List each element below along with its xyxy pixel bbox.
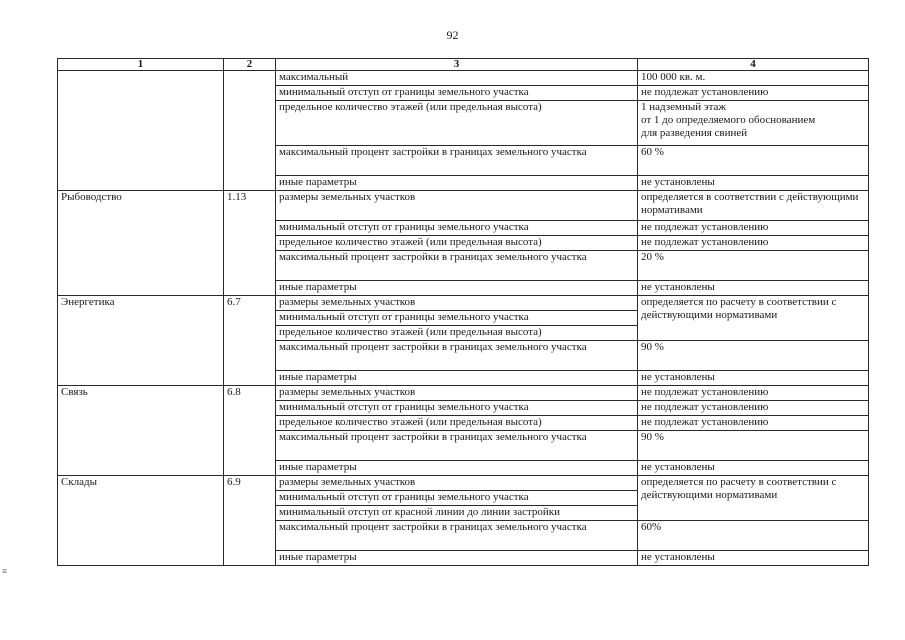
value-cell: не подлежат установлению [638, 401, 869, 416]
param-cell: минимальный отступ от красной линии до линии застройки [276, 506, 638, 521]
param-cell: максимальный процент застройки в границах земельного участка [276, 431, 638, 461]
activity-cell: Склады [58, 476, 224, 566]
param-cell: минимальный отступ от границы земельного участка [276, 491, 638, 506]
param-cell: предельное количество этажей (или предельная высота) [276, 236, 638, 251]
header-row [58, 59, 869, 71]
value-cell: не подлежат установлению [638, 236, 869, 251]
code-cell: 6.9 [224, 476, 276, 566]
value-cell: не подлежат установлению [638, 416, 869, 431]
value-cell: 100 000 кв. м. [638, 71, 869, 86]
table-row [58, 71, 869, 86]
value-cell: не установлены [638, 371, 869, 386]
header-col-2: 2 [224, 59, 276, 71]
value-cell-merged: определяется по расчету в соответствии с действующими нормативами [638, 296, 869, 341]
code-cell: 6.7 [224, 296, 276, 386]
param-cell: предельное количество этажей (или предельная высота) [276, 416, 638, 431]
header-col-1: 1 [58, 59, 224, 71]
param-cell: иные параметры [276, 176, 638, 191]
code-cell: 1.13 [224, 191, 276, 296]
param-cell: иные параметры [276, 281, 638, 296]
param-cell: минимальный отступ от границы земельного участка [276, 401, 638, 416]
param-cell: минимальный отступ от границы земельного участка [276, 221, 638, 236]
value-cell: не установлены [638, 281, 869, 296]
value-cell: 60 % [638, 146, 869, 176]
value-cell: не установлены [638, 176, 869, 191]
table-row [58, 476, 869, 491]
page-number: 92 [446, 28, 459, 42]
param-cell: иные параметры [276, 551, 638, 566]
param-cell: иные параметры [276, 371, 638, 386]
param-cell: максимальный процент застройки в границах земельного участка [276, 341, 638, 371]
value-cell: 90 % [638, 341, 869, 371]
param-cell: размеры земельных участков [276, 386, 638, 401]
margin-mark: ≡ [2, 566, 8, 576]
value-cell: определяется в соответствии с действующими нормативами [638, 191, 869, 221]
param-cell: размеры земельных участков [276, 476, 638, 491]
activity-cell: Связь [58, 386, 224, 476]
activity-cell: Энергетика [58, 296, 224, 386]
table-row [58, 191, 869, 221]
table-row [58, 296, 869, 311]
value-cell: 1 надземный этаж от 1 до определяемого обоснованием для разведения свиней [638, 101, 869, 146]
param-cell: максимальный процент застройки в границах земельного участка [276, 251, 638, 281]
param-cell: размеры земельных участков [276, 296, 638, 311]
value-cell: не установлены [638, 551, 869, 566]
value-cell: не установлены [638, 461, 869, 476]
value-cell: не подлежат установлению [638, 221, 869, 236]
header-col-3: 3 [276, 59, 638, 71]
value-cell: 60% [638, 521, 869, 551]
param-cell: максимальный [276, 71, 638, 86]
table-row [58, 386, 869, 401]
param-cell: размеры земельных участков [276, 191, 638, 221]
code-cell [224, 71, 276, 191]
code-cell: 6.8 [224, 386, 276, 476]
value-cell-merged: определяется по расчету в соответствии с действующими нормативами [638, 476, 869, 521]
regulations-table [57, 58, 869, 566]
value-cell: 90 % [638, 431, 869, 461]
activity-cell: Рыбоводство [58, 191, 224, 296]
value-cell: не подлежат установлению [638, 386, 869, 401]
param-cell: минимальный отступ от границы земельного участка [276, 86, 638, 101]
param-cell: минимальный отступ от границы земельного участка [276, 311, 638, 326]
value-cell: не подлежат установлению [638, 86, 869, 101]
param-cell: максимальный процент застройки в границах земельного участка [276, 521, 638, 551]
activity-cell [58, 71, 224, 191]
param-cell: максимальный процент застройки в границах земельного участка [276, 146, 638, 176]
param-cell: иные параметры [276, 461, 638, 476]
header-col-4: 4 [638, 59, 869, 71]
param-cell: предельное количество этажей (или предельная высота) [276, 326, 638, 341]
param-cell: предельное количество этажей (или предельная высота) [276, 101, 638, 146]
value-cell: 20 % [638, 251, 869, 281]
